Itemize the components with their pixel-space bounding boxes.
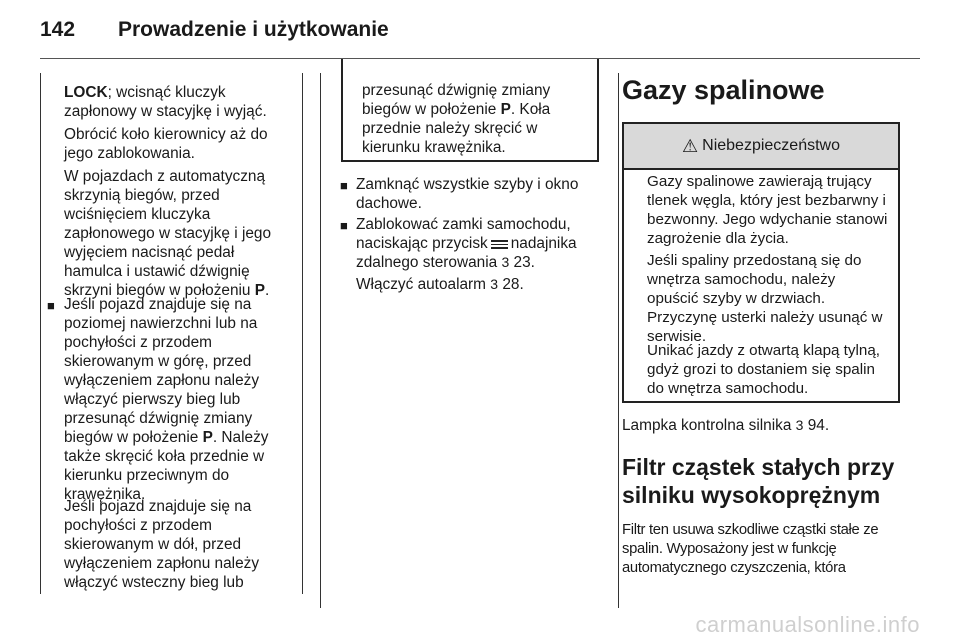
lock-button-icon	[491, 240, 508, 249]
section-heading-exhaust: Gazy spalinowe	[622, 75, 825, 105]
lock-doors-text: Zablokować zamki samochodu, naciskając przycisk	[356, 216, 571, 252]
page-title: Prowadzenie i użytkowanie	[118, 18, 389, 41]
danger-paragraph-3: Unikać jazdy z otwartą klapą tylną, gdyż grozi to dostaniem się spalin do wnętrza samochodu.	[647, 342, 880, 397]
watermark: carmanualsonline.info	[695, 612, 920, 637]
engine-lamp-text: Lampka kontrolna silnika	[622, 417, 792, 434]
page-ref-28: 28.	[502, 276, 524, 293]
alarm-text: Włączyć autoalarm	[356, 276, 487, 293]
lock-label: LOCK	[64, 84, 108, 101]
danger-paragraph-1: Gazy spalinowe zawierają trujący tlenek węgla, który jest bezbarwny i bezwonny. Jego wdychanie stanowi zagrożenie dla życia.	[647, 173, 888, 247]
page-ref-icon: 3	[490, 276, 499, 292]
warning-triangle-icon: ⚠	[682, 135, 699, 156]
col2-right-rule	[618, 73, 619, 608]
box-end: . Koła przednie należy skręcić w kierunku krawężnika.	[362, 101, 551, 156]
automatic-text: W pojazdach z automatyczną skrzynią biegów, przed wciśnięciem kluczyka zapłonowego w stacyjkę i jego wyjęciem nacisnąć pedał hamulca i ustawić dźwignię skrzyni biegów w położeniu	[64, 168, 272, 299]
page-ref-icon: 3	[501, 254, 510, 270]
position-p: P	[254, 282, 266, 299]
box-paragraph	[362, 81, 587, 157]
section-heading-filter: Filtr cząstek stałych przy silniku wysokoprężnym	[622, 454, 895, 508]
position-p: P	[500, 101, 511, 118]
alarm-paragraph	[356, 275, 596, 294]
downhill-paragraph: Jeśli pojazd znajduje się na pochyłości z przodem skierowanym w dół, przed wyłączeniem zapłonu należy włączyć wsteczny bieg lub	[64, 498, 260, 591]
box-text: przesunąć dźwignię zmiany biegów w położenie	[362, 82, 551, 118]
engine-lamp-paragraph	[622, 416, 902, 435]
windows-paragraph: Zamknąć wszystkie szyby i okno dachowe.	[356, 176, 579, 212]
lock-text: ; wcisnąć kluczyk zapłonowy w stacyjkę i wyjąć.	[64, 84, 267, 120]
bullet-3: ■	[340, 218, 348, 233]
lock-doors-after: nadajnika zdalnego sterowania	[356, 235, 577, 271]
automatic-paragraph	[64, 167, 292, 300]
uphill-text: Jeśli pojazd znajduje się na poziomej nawierzchni lub na pochyłości z przodem skierowanym w górę, przed wyłączeniem zapłonu należy włączyć pierwszy bieg lub przesunąć dźwignię zmiany biegów w położenie	[64, 296, 260, 446]
page-ref-94: 94.	[807, 417, 830, 434]
uphill-end: . Należy także skręcić koła przednie w kierunku przeciwnym do krawężnika.	[64, 429, 269, 503]
page-ref-icon: 3	[795, 417, 804, 433]
page-header	[40, 18, 389, 46]
lock-doors-paragraph	[356, 215, 601, 272]
bullet-1: ■	[47, 298, 55, 313]
position-p: P	[202, 429, 213, 446]
steering-paragraph: Obrócić koło kierownicy aż do jego zablokowania.	[64, 126, 268, 162]
uphill-paragraph	[64, 295, 292, 504]
bullet-2: ■	[340, 178, 348, 193]
filter-paragraph: Filtr ten usuwa szkodliwe cząstki stałe ze spalin. Wyposażony jest w funkcję automatycznego czyszczenia, która	[622, 522, 879, 576]
automatic-end: .	[265, 282, 270, 299]
danger-paragraph-2: Jeśli spaliny przedostaną się do wnętrza samochodu, należy opuścić szyby w drzwiach. Przyczynę usterki należy usunąć w serwisie.	[647, 252, 883, 345]
lock-paragraph	[64, 83, 292, 121]
col1-left-rule	[40, 73, 41, 594]
col1-right-rule	[302, 73, 303, 594]
page-ref-23: 23.	[513, 254, 535, 271]
danger-header	[624, 124, 898, 170]
col2-left-rule	[320, 73, 321, 608]
danger-title: Niebezpieczeństwo	[702, 137, 840, 154]
page-number: 142	[40, 18, 76, 41]
